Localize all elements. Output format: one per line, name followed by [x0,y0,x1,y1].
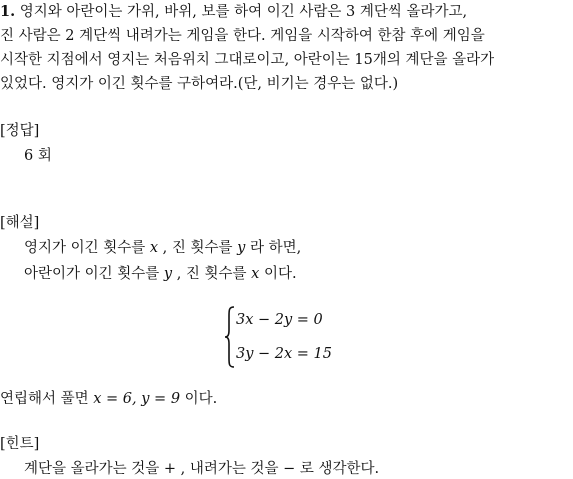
hint-text: 계단을 올라가는 것을 + , 내려가는 것을 − 로 생각한다. [24,461,380,477]
explanation-line-1 [24,238,301,258]
answer-heading: [정답] [0,123,40,139]
solution-math: x = 6, y = 9 [93,391,181,407]
problem-line-3: 시작한 지점에서 영지는 처음위치 그대로이고, 아란이는 15개의 계단을 올라가 [0,52,495,68]
math-var: y [163,266,173,282]
equation-1: 3x − 2y = 0 [236,312,323,328]
answer-value: 6 회 [24,148,52,164]
explanation-text: 라 하면, [245,240,302,256]
math-var: y [237,240,246,256]
explanation-text: , 진 횟수를 [158,240,238,256]
explanation-line-2 [24,264,297,284]
problem-number: 1. [0,3,16,20]
explanation-text: 아란이가 이긴 횟수를 [24,266,164,282]
solution-text: 이다. [180,391,218,407]
solution-text: 연립해서 풀면 [0,391,94,407]
problem-text-1: 영지와 아란이는 가위, 바위, 보를 하여 이긴 사람은 3 계단씩 올라가고, [19,4,468,20]
explanation-text: , 진 횟수를 [172,266,252,282]
math-var: x [251,266,260,282]
explanation-heading: [해설] [0,215,40,231]
math-var: x [149,240,159,256]
left-brace-icon [224,306,236,368]
problem-line-2: 진 사람은 2 계단씩 내려가는 게임을 한다. 게임을 시작하여 한참 후에 게임을 [0,28,485,44]
equation-system [224,306,364,368]
explanation-text: 이다. [259,266,297,282]
explanation-text: 영지가 이긴 횟수를 [24,240,150,256]
equation-2: 3y − 2x = 15 [236,346,333,362]
hint-heading: [힌트] [0,436,40,452]
problem-line-1 [0,2,467,22]
problem-line-4: 있었다. 영지가 이긴 횟수를 구하여라.(단, 비기는 경우는 없다.) [0,76,399,92]
solution-line [0,389,217,409]
